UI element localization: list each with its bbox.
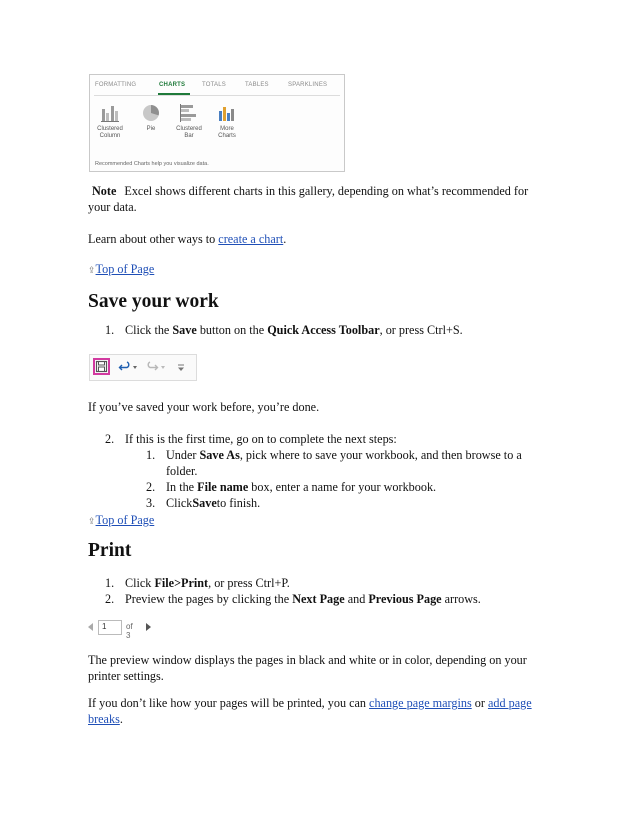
step-text: Preview the pages by clicking the [125,592,293,606]
top-of-page-1[interactable] [88,261,558,279]
more-charts-button[interactable] [209,103,245,140]
substep-text: box, enter a name for your workbook. [248,480,437,494]
margins-paragraph [88,695,558,727]
top-of-page-link-1[interactable]: Top of Page [95,262,155,276]
preview-line2: printer settings. [88,669,164,683]
print-step-1 [105,575,575,591]
change-page-margins-link[interactable]: change page margins [369,696,472,710]
step-text: and [344,592,369,606]
print-heading: Print [88,540,132,561]
substep-bold-saveas: Save As [199,448,240,462]
substep-number: 1. [146,448,156,462]
create-chart-link[interactable]: create a chart [218,232,284,246]
clustered-column-label-2: Column [99,133,121,139]
clustered-bar-icon [179,103,199,123]
note-text-line1: Excel shows different charts in this gallery, depending on what’s recommended for [124,184,529,198]
clustered-column-button[interactable] [92,103,128,140]
save-substep-2 [146,479,546,495]
clustered-column-label-1: Clustered [97,126,123,132]
step-text: Click [125,576,155,590]
substep-bold-save: Save [192,496,217,510]
ribbon-footer-text: Recommended Charts help you visualize data. [95,161,209,167]
save-substep-1 [146,447,546,479]
learn-suffix: . [283,232,287,246]
ribbon-tabs [90,82,344,94]
quick-access-toolbar-screenshot [89,354,197,381]
save-button[interactable] [93,358,110,375]
customize-toolbar-icon[interactable] [177,363,185,372]
more-charts-icon [217,103,237,123]
pie-label: Pie [146,126,156,132]
up-arrow-icon: ⇪ [88,266,96,276]
pie-button[interactable] [133,103,169,133]
more-charts-label-2: Charts [218,133,236,139]
step-text: , or press Ctrl+P. [208,576,290,590]
substep-text-cont: folder. [166,464,198,478]
note-paragraph [88,183,558,215]
redo-icon[interactable] [146,361,168,373]
save-substep-3 [146,495,546,511]
clustered-column-icon [100,103,120,123]
tab-totals[interactable]: TOTALS [202,82,226,88]
step-text: arrows. [441,592,481,606]
undo-icon[interactable] [118,361,140,373]
preview-paragraph [88,652,558,684]
substep-text: In the [166,480,198,494]
substep-text: , pick where to save your workbook, and then browse to a [239,448,522,462]
margins-suffix: . [119,712,123,726]
margins-mid: or [471,696,488,710]
tab-tables[interactable]: TABLES [245,82,269,88]
step-number: 2. [105,592,115,606]
substep-bold-filename: File name [197,480,249,494]
tab-formatting[interactable]: FORMATTING [95,82,137,88]
save-step-2 [105,431,575,447]
step-text: , or press Ctrl+S. [379,323,463,337]
page-number-box[interactable] [98,620,122,635]
step-bold-prev: Previous Page [368,592,442,606]
clustered-bar-label-1: Clustered [176,126,202,132]
next-page-icon[interactable] [146,623,152,631]
note-label: Note [92,184,117,198]
ribbon-divider [94,95,340,96]
step-bold-save: Save [172,323,197,337]
tab-sparklines[interactable]: SPARKLINES [288,82,328,88]
learn-paragraph [88,231,558,247]
step-number: 1. [105,576,115,590]
preview-line1: The preview window displays the pages in black and white or in color, depending on your [88,653,527,667]
add-page-breaks-link[interactable]: add page [487,696,532,710]
step-bold-next: Next Page [292,592,345,606]
top-of-page-link-2[interactable]: Top of Page [95,513,155,527]
note-text-line2: your data. [88,200,137,214]
pie-icon [141,103,161,123]
learn-prefix: Learn about other ways to [88,232,219,246]
step-text: Click the [125,323,173,337]
substep-number: 2. [146,480,156,494]
margins-prefix: If you don’t like how your pages will be printed, you can [88,696,370,710]
tab-charts[interactable]: CHARTS [159,82,186,88]
page-number: 1 [102,622,107,631]
page-count: of 3 [126,622,133,640]
step-bold-fileprint: File>Print [154,576,209,590]
substep-text: Under [166,448,200,462]
step-text: If this is the first time, go on to complete the next steps: [125,432,397,446]
saved-before-text: If you’ve saved your work before, you’re done. [88,400,320,414]
clustered-bar-button[interactable] [171,103,207,140]
step-number: 1. [105,323,115,337]
add-page-breaks-link-cont[interactable]: breaks [88,712,120,726]
up-arrow-icon: ⇪ [88,517,96,527]
save-heading: Save your work [88,291,219,312]
step-number: 2. [105,432,115,446]
step-text: button on the [196,323,268,337]
print-step-2 [105,591,575,607]
charts-gallery-screenshot [89,74,345,172]
clustered-bar-label-2: Bar [184,133,194,139]
save-disk-icon [95,360,108,373]
save-step-1 [105,322,575,338]
substep-text: Click [166,496,193,510]
substep-number: 3. [146,496,156,510]
more-charts-label-1: More [220,126,234,132]
top-of-page-2[interactable] [88,512,558,530]
step-bold-qat: Quick Access Toolbar [267,323,380,337]
substep-text: to finish. [216,496,261,510]
previous-page-icon[interactable] [88,623,94,631]
